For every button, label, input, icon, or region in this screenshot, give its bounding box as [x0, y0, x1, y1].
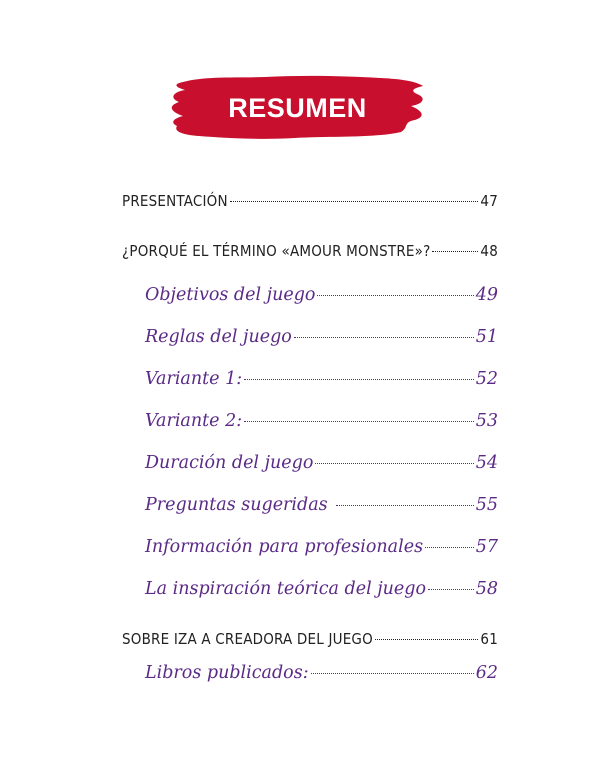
toc-entry-page: 57 — [475, 537, 498, 557]
toc-entry-label: SOBRE IZA A CREADORA DEL JUEGO — [122, 630, 373, 648]
toc-entry-label: ¿PORQUÉ EL TÉRMINO «AMOUR MONSTRE»? — [122, 242, 431, 260]
toc-entry-label: Libros publicados: — [145, 663, 309, 683]
toc-entry-page: 47 — [480, 192, 498, 210]
toc-entry-preguntas[interactable] — [145, 495, 498, 515]
toc-entry-label: Objetivos del juego — [145, 285, 316, 305]
dot-leader — [336, 505, 474, 506]
toc-entry-page: 52 — [475, 369, 498, 389]
toc-entry-label: Variante 2: — [145, 411, 243, 431]
toc-entry-page: 49 — [475, 285, 498, 305]
toc-entry-reglas[interactable] — [145, 327, 498, 347]
dot-leader — [311, 673, 474, 674]
toc-entry-label: Reglas del juego — [145, 327, 292, 347]
toc-entry-page: 55 — [475, 495, 498, 515]
toc-entry-duracion[interactable] — [145, 453, 498, 473]
dot-leader — [294, 337, 474, 338]
toc-entry-page: 61 — [480, 630, 498, 648]
toc-entry-label: Variante 1: — [145, 369, 243, 389]
dot-leader — [317, 295, 473, 296]
toc-entry-variante-1[interactable] — [145, 369, 498, 389]
dot-leader — [244, 379, 474, 380]
toc-entry-informacion[interactable] — [145, 537, 498, 557]
title-banner — [165, 72, 430, 144]
toc-entry-presentacion[interactable] — [122, 192, 498, 210]
dot-leader — [428, 589, 474, 590]
toc-entry-page: 53 — [475, 411, 498, 431]
toc-entry-label: Duración del juego — [145, 453, 314, 473]
toc-entry-page: 54 — [475, 453, 498, 473]
dot-leader — [432, 251, 478, 252]
toc-entry-variante-2[interactable] — [145, 411, 498, 431]
dot-leader — [315, 463, 473, 464]
toc-entry-label: PRESENTACIÓN — [122, 192, 228, 210]
dot-leader — [244, 421, 474, 422]
toc-entry-libros[interactable] — [145, 663, 498, 683]
toc-entry-label: Preguntas sugeridas — [145, 495, 328, 515]
dot-leader — [425, 547, 474, 548]
toc-entry-sobre-iza[interactable] — [122, 630, 498, 648]
dot-leader — [375, 639, 479, 640]
toc-entry-label: Información para profesionales — [145, 537, 424, 557]
toc-entry-page: 58 — [475, 579, 498, 599]
toc-entry-label: La inspiración teórica del juego — [145, 579, 427, 599]
toc-entry-objetivos[interactable] — [145, 285, 498, 305]
toc-entry-inspiracion[interactable] — [145, 579, 498, 599]
toc-entry-porque-el-termino[interactable] — [122, 242, 498, 260]
toc-entry-page: 48 — [480, 242, 498, 260]
dot-leader — [230, 201, 479, 202]
toc-entry-page: 51 — [475, 327, 498, 347]
toc-entry-page: 62 — [475, 663, 498, 683]
page-title: RESUMEN — [228, 92, 367, 123]
